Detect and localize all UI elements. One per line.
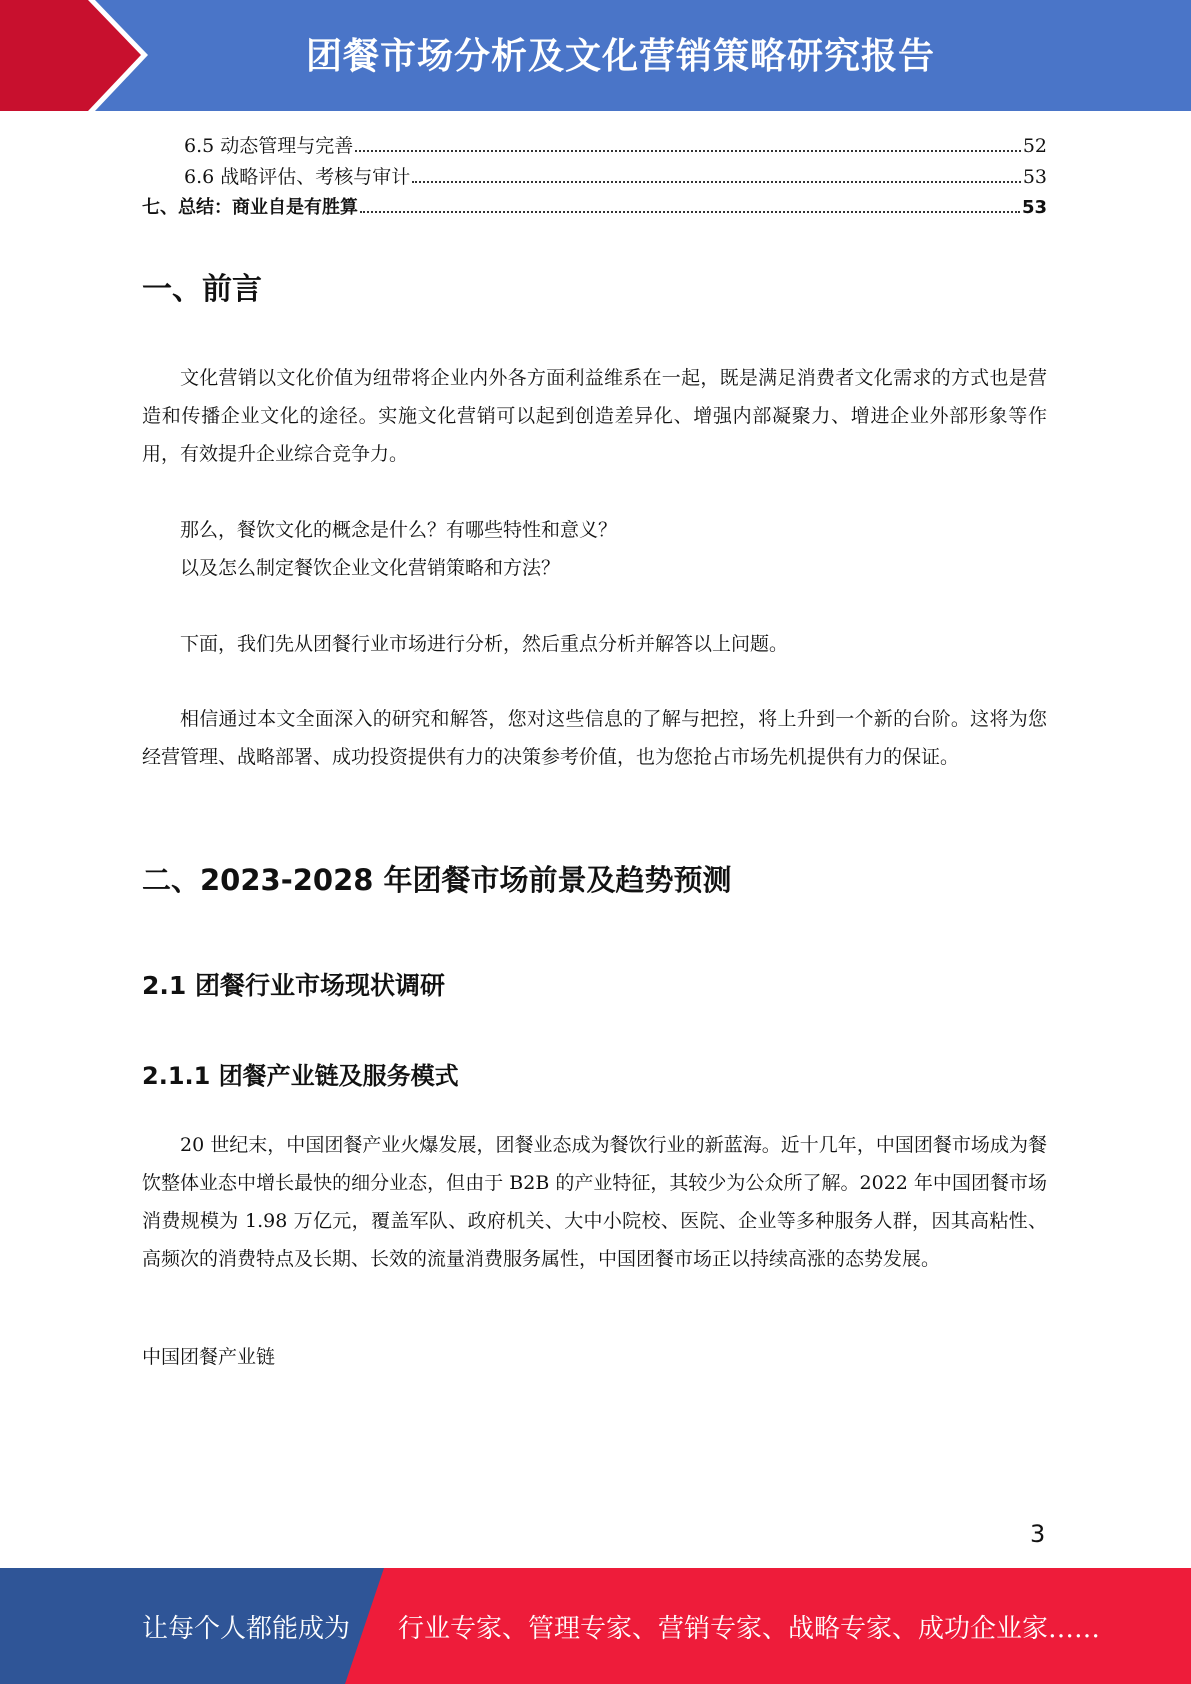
- paragraph: 以及怎么制定餐饮企业文化营销策略和方法？: [180, 557, 561, 579]
- toc-entry-page: 53: [1022, 166, 1047, 188]
- subsection-heading: 2.1 团餐行业市场现状调研: [142, 971, 445, 1000]
- paragraph: 相信通过本文全面深入的研究和解答，您对这些信息的了解与把控，将上升到一个新的台阶。这将为您经营管理、战略部署、成功投资提供有力的决策参考价值，也为您抢占市场先机提供有力的保证。: [142, 708, 1047, 768]
- toc-entry-label: 6.6 战略评估、考核与审计: [184, 166, 411, 188]
- paragraph: 那么，餐饮文化的概念是什么？有哪些特性和意义？: [180, 519, 618, 541]
- toc-entry[interactable]: [184, 131, 1047, 158]
- section-heading-preface: 一、前言: [142, 272, 262, 307]
- section-heading-forecast: 二、2023-2028 年团餐市场前景及趋势预测: [142, 863, 732, 897]
- toc-entry-label: 6.5 动态管理与完善: [184, 135, 354, 157]
- toc-leader-dots: [412, 167, 1021, 183]
- page-footer: [0, 1568, 1191, 1684]
- toc-entry-page: 53: [1021, 197, 1047, 218]
- page-number: 3: [1030, 1520, 1046, 1548]
- paragraph: 文化营销以文化价值为纽带将企业内外各方面利益维系在一起，既是满足消费者文化需求的方式也是营造和传播企业文化的途径。实施文化营销可以起到创造差异化、增强内部凝聚力、增进企业外部形象等作用，有效提升企业综合竞争力。: [142, 367, 1047, 465]
- footer-slogan-right: 行业专家、管理专家、营销专家、战略专家、成功企业家……: [398, 1614, 1101, 1644]
- footer-slogan-left: 让每个人都能成为: [142, 1614, 351, 1644]
- toc-entry-page: 52: [1022, 135, 1047, 157]
- header-title: 团餐市场分析及文化营销策略研究报告: [305, 36, 935, 77]
- toc-leader-dots: [355, 136, 1021, 152]
- paragraph: 20 世纪末，中国团餐产业火爆发展，团餐业态成为餐饮行业的新蓝海。近十几年，中国团餐市场成为餐饮整体业态中增长最快的细分业态，但由于 B2B 的产业特征，其较少为公众所了解。2022 年中国团餐市场消费规模为 1.98 万亿元，覆盖军队、政府机关、大中小院校、医院、企业等多种服务人群，因其高粘性、高频次的消费特点及长期、长效的流量消费服务属性，中国团餐市场正以持续高涨的态势发展。: [142, 1134, 1047, 1270]
- subsubsection-heading: 2.1.1 团餐产业链及服务模式: [142, 1062, 459, 1090]
- toc-entry[interactable]: [184, 162, 1047, 189]
- toc-entry-label: 七、总结：商业自是有胜算: [142, 197, 358, 218]
- paragraph: 下面，我们先从团餐行业市场进行分析，然后重点分析并解答以上问题。: [180, 633, 789, 655]
- page-header: [0, 0, 1191, 111]
- toc-leader-dots: [360, 197, 1020, 213]
- toc-entry[interactable]: [142, 193, 1047, 219]
- figure-caption: 中国团餐产业链: [142, 1346, 276, 1368]
